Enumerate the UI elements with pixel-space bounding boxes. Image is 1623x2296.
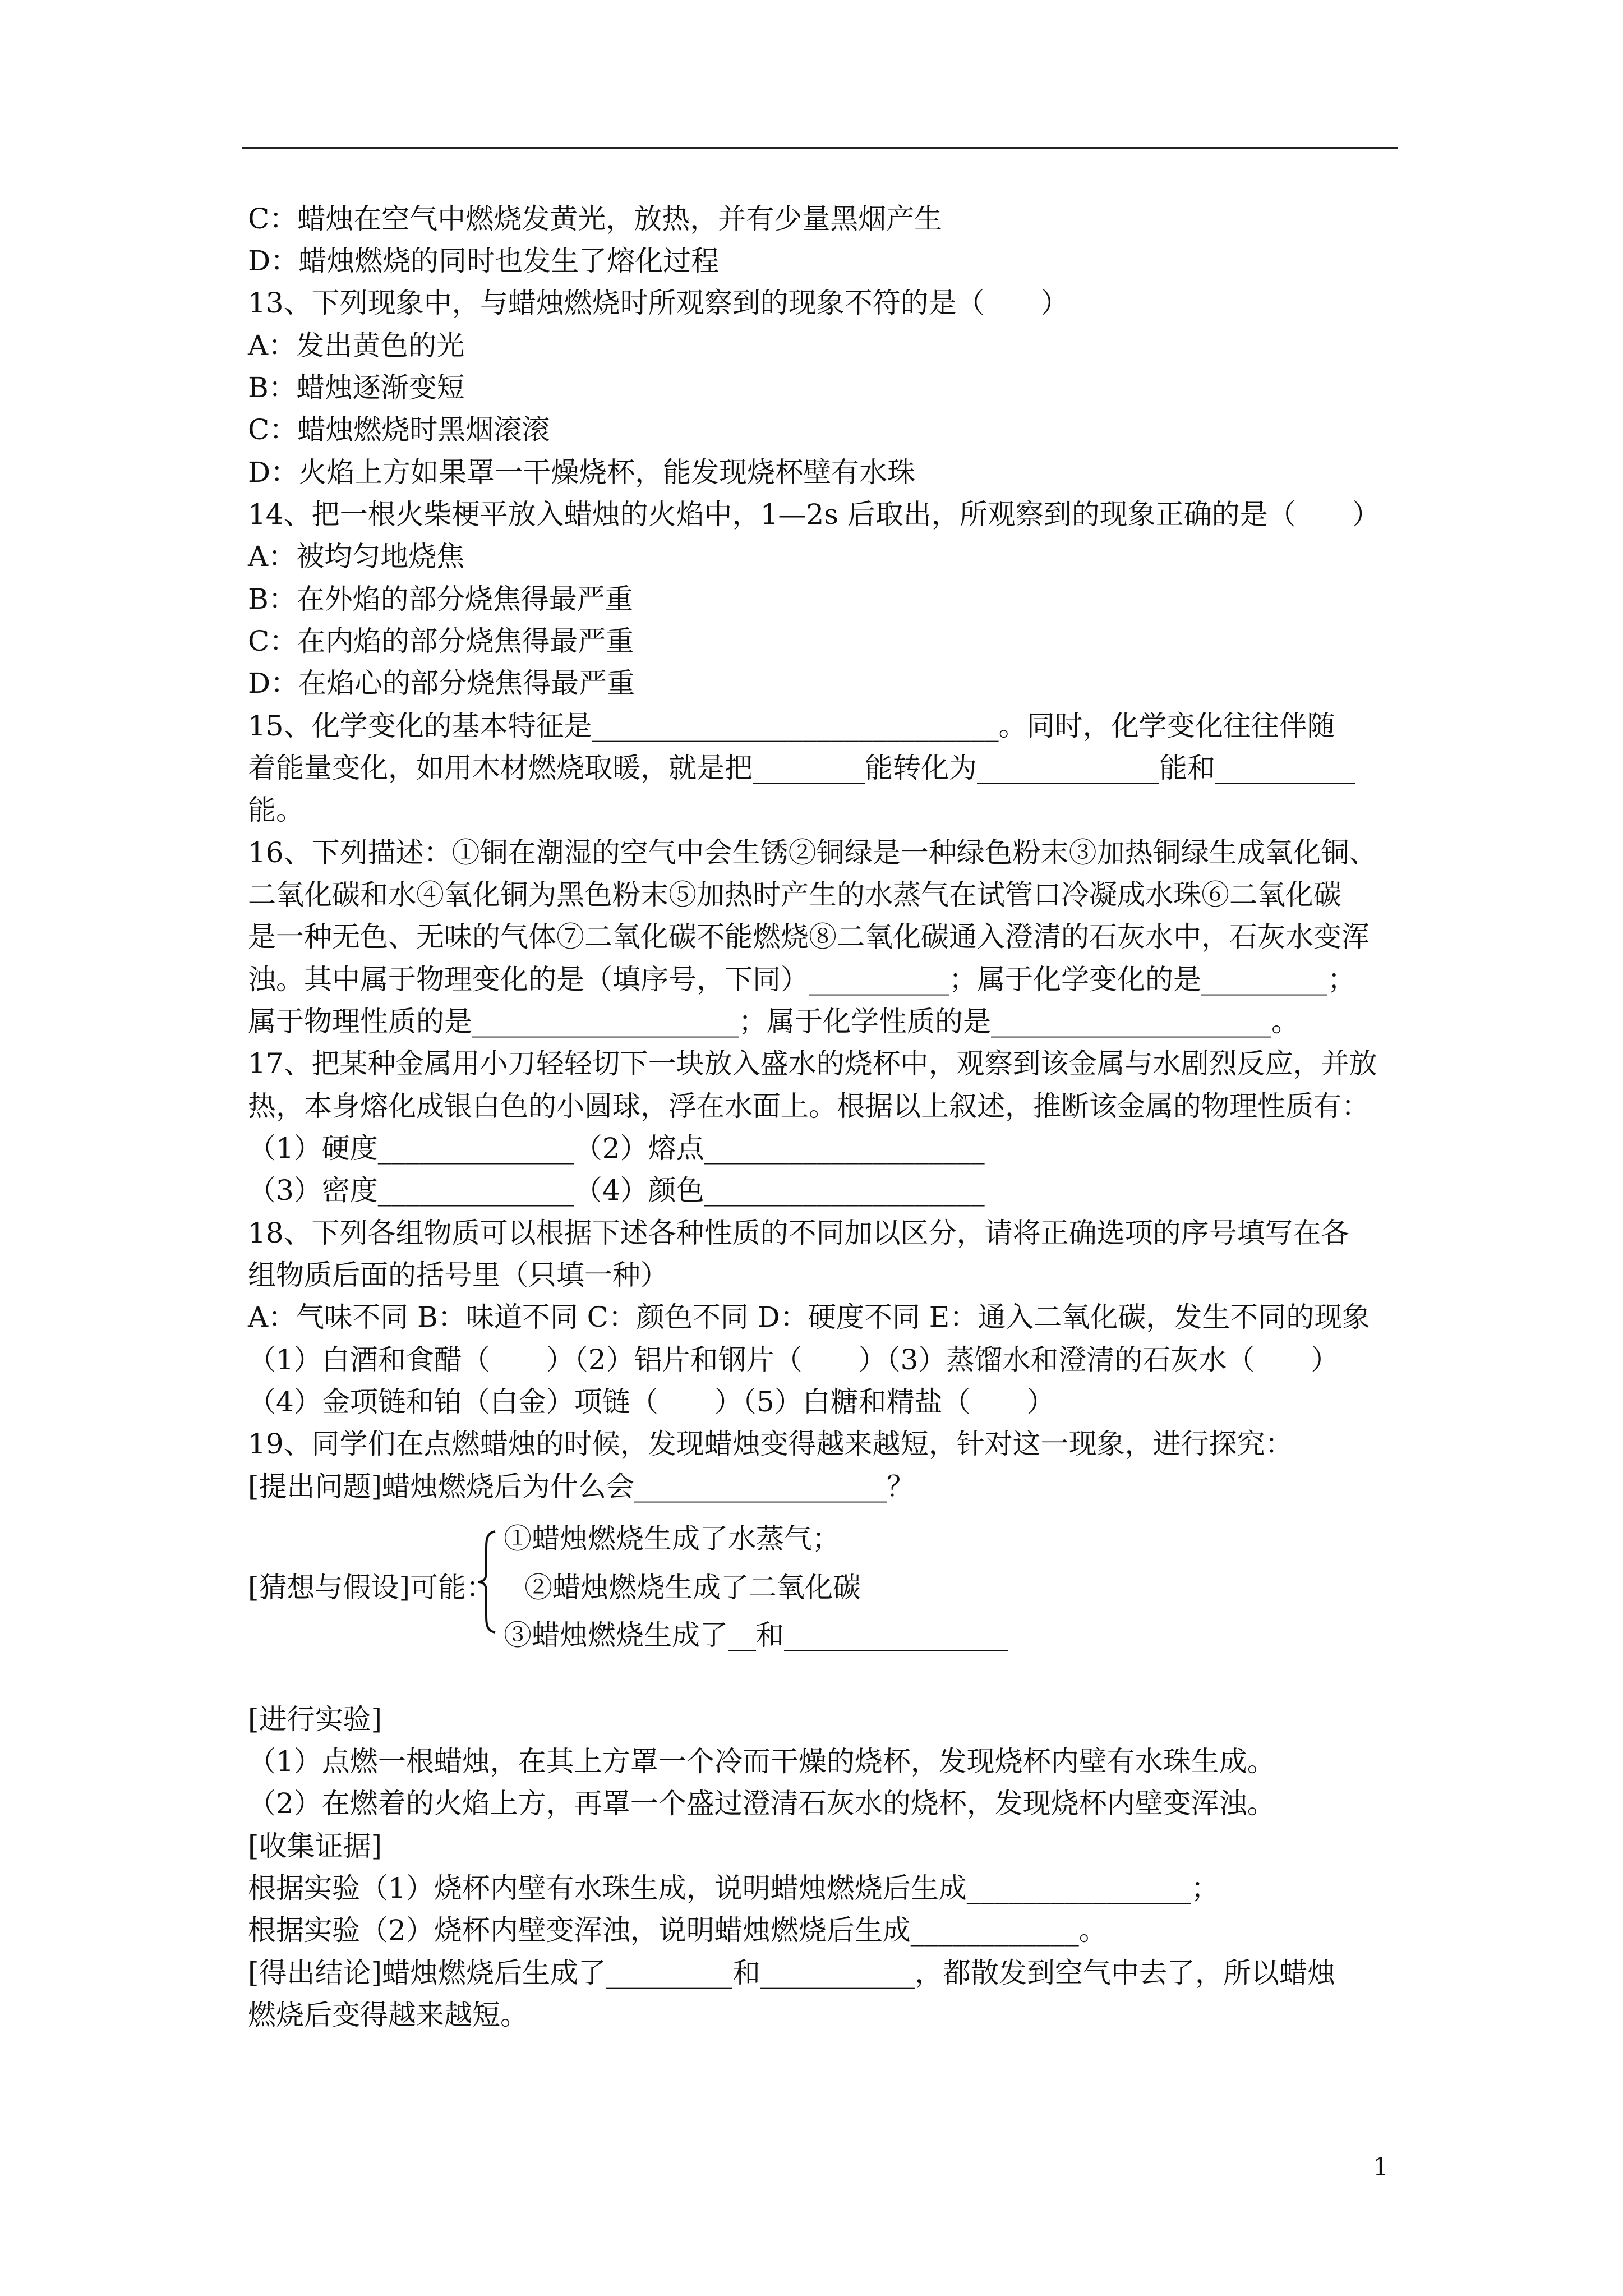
text-line: （4）金项链和铂（白金）项链（ ）（5）白糖和精盐（ ） xyxy=(248,1386,1055,1418)
question-18: 18、下列各组物质可以根据下述各种性质的不同加以区分，请将正确选项的序号填写在各 xyxy=(248,1217,1349,1249)
text-line: 二氧化碳和水④氧化铜为黑色粉末⑤加热时产生的水蒸气在试管口冷凝成水珠⑥二氧化碳 xyxy=(248,878,1341,911)
text-line: C：蜡烛在空气中燃烧发黄光，放热，并有少量黑烟产生 xyxy=(248,203,943,235)
text-line: 属于物理性质的是___________________；属于化学性质的是____________________。 xyxy=(248,1005,1299,1038)
option-c: C：蜡烛燃烧时黑烟滚滚 xyxy=(248,413,550,446)
text-line: D：蜡烛燃烧的同时也发生了熔化过程 xyxy=(248,245,720,277)
question-15: 15、化学变化的基本特征是_____________________________。同时，化学变化往往伴随 xyxy=(248,710,1335,742)
text-line: 组物质后面的括号里（只填一种） xyxy=(248,1259,668,1291)
page-number: 1 xyxy=(1373,2153,1389,2182)
text-line: 是一种无色、无味的气体⑦二氧化碳不能燃烧⑧二氧化碳通入澄清的石灰水中，石灰水变浑 xyxy=(248,921,1370,953)
brace-icon xyxy=(474,1529,502,1635)
question-17: 17、把某种金属用小刀轻轻切下一块放入盛水的烧杯中，观察到该金属与水剧烈反应，并放 xyxy=(248,1047,1377,1080)
option-a: A：被均匀地烧焦 xyxy=(248,540,465,573)
option-d: D：火焰上方如果罩一干燥烧杯，能发现烧杯壁有水珠 xyxy=(248,456,916,489)
hypothesis-item: ①蜡烛燃烧生成了水蒸气； xyxy=(504,1522,840,1555)
question-16: 16、下列描述：①铜在潮湿的空气中会生锈②铜绿是一种绿色粉末③加热铜绿生成氧化铜、 xyxy=(248,836,1377,869)
text-line: 热，本身熔化成银白色的小圆球，浮在水面上。根据以上叙述，推断该金属的物理性质有： xyxy=(248,1090,1370,1122)
text-line: 浊。其中属于物理变化的是（填序号，下同）__________；属于化学变化的是_________； xyxy=(248,963,1355,996)
text-line: 根据实验（1）烧杯内壁有水珠生成，说明蜡烛燃烧后生成________________； xyxy=(248,1872,1219,1904)
section-heading: [进行实验] xyxy=(248,1703,382,1736)
option-a: A：发出黄色的光 xyxy=(248,329,465,362)
text-line: （1）白酒和食醋（ ）（2）铝片和钢片（ ）（3）蒸馏水和澄清的石灰水（ ） xyxy=(248,1343,1339,1376)
text-line: [得出结论]蜡烛燃烧后生成了_________和___________，都散发到空气中去了，所以蜡烛 xyxy=(248,1957,1336,1989)
hypothesis-label: [猜想与假设]可能： xyxy=(248,1571,495,1604)
hypothesis-item: ②蜡烛燃烧生成了二氧化碳 xyxy=(524,1571,861,1604)
text-line: [提出问题]蜡烛燃烧后为什么会__________________？ xyxy=(248,1470,915,1503)
text-line: （1）点燃一根蜡烛，在其上方罩一个冷而干燥的烧杯，发现烧杯内壁有水珠生成。 xyxy=(248,1745,1275,1778)
option-d: D：在焰心的部分烧焦得最严重 xyxy=(248,667,635,700)
text-line: 着能量变化，如用木材燃烧取暖，就是把________能转化为_____________能和__________ xyxy=(248,752,1355,784)
question-14: 14、把一根火柴梗平放入蜡烛的火焰中，1—2s 后取出，所观察到的现象正确的是（ ） xyxy=(248,498,1380,531)
text-line: 根据实验（2）烧杯内壁变浑浊，说明蜡烛燃烧后生成____________。 xyxy=(248,1914,1107,1947)
header-rule xyxy=(242,147,1398,149)
text-line: （3）密度______________（4）颜色____________________ xyxy=(248,1174,985,1207)
question-13: 13、下列现象中，与蜡烛燃烧时所观察到的现象不符的是（ ） xyxy=(248,287,1069,319)
text-line: 燃烧后变得越来越短。 xyxy=(248,1999,528,2031)
option-b: B：在外焰的部分烧焦得最严重 xyxy=(248,583,633,615)
text-line: 能。 xyxy=(248,794,304,826)
text-line: （1）硬度______________（2）熔点____________________ xyxy=(248,1132,985,1165)
text-line: （2）在燃着的火焰上方，再罩一个盛过澄清石灰水的烧杯，发现烧杯内壁变浑浊。 xyxy=(248,1787,1275,1820)
section-heading: [收集证据] xyxy=(248,1830,382,1862)
question-19: 19、同学们在点燃蜡烛的时候，发现蜡烛变得越来越短，针对这一现象，进行探究： xyxy=(248,1428,1293,1460)
text-line: A：气味不同 B：味道不同 C：颜色不同 D：硬度不同 E：通入二氧化碳，发生不同的现象 xyxy=(248,1301,1371,1333)
option-b: B：蜡烛逐渐变短 xyxy=(248,371,465,404)
hypothesis-item: ③蜡烛燃烧生成了__和________________ xyxy=(504,1619,1008,1651)
option-c: C：在内焰的部分烧焦得最严重 xyxy=(248,625,634,657)
